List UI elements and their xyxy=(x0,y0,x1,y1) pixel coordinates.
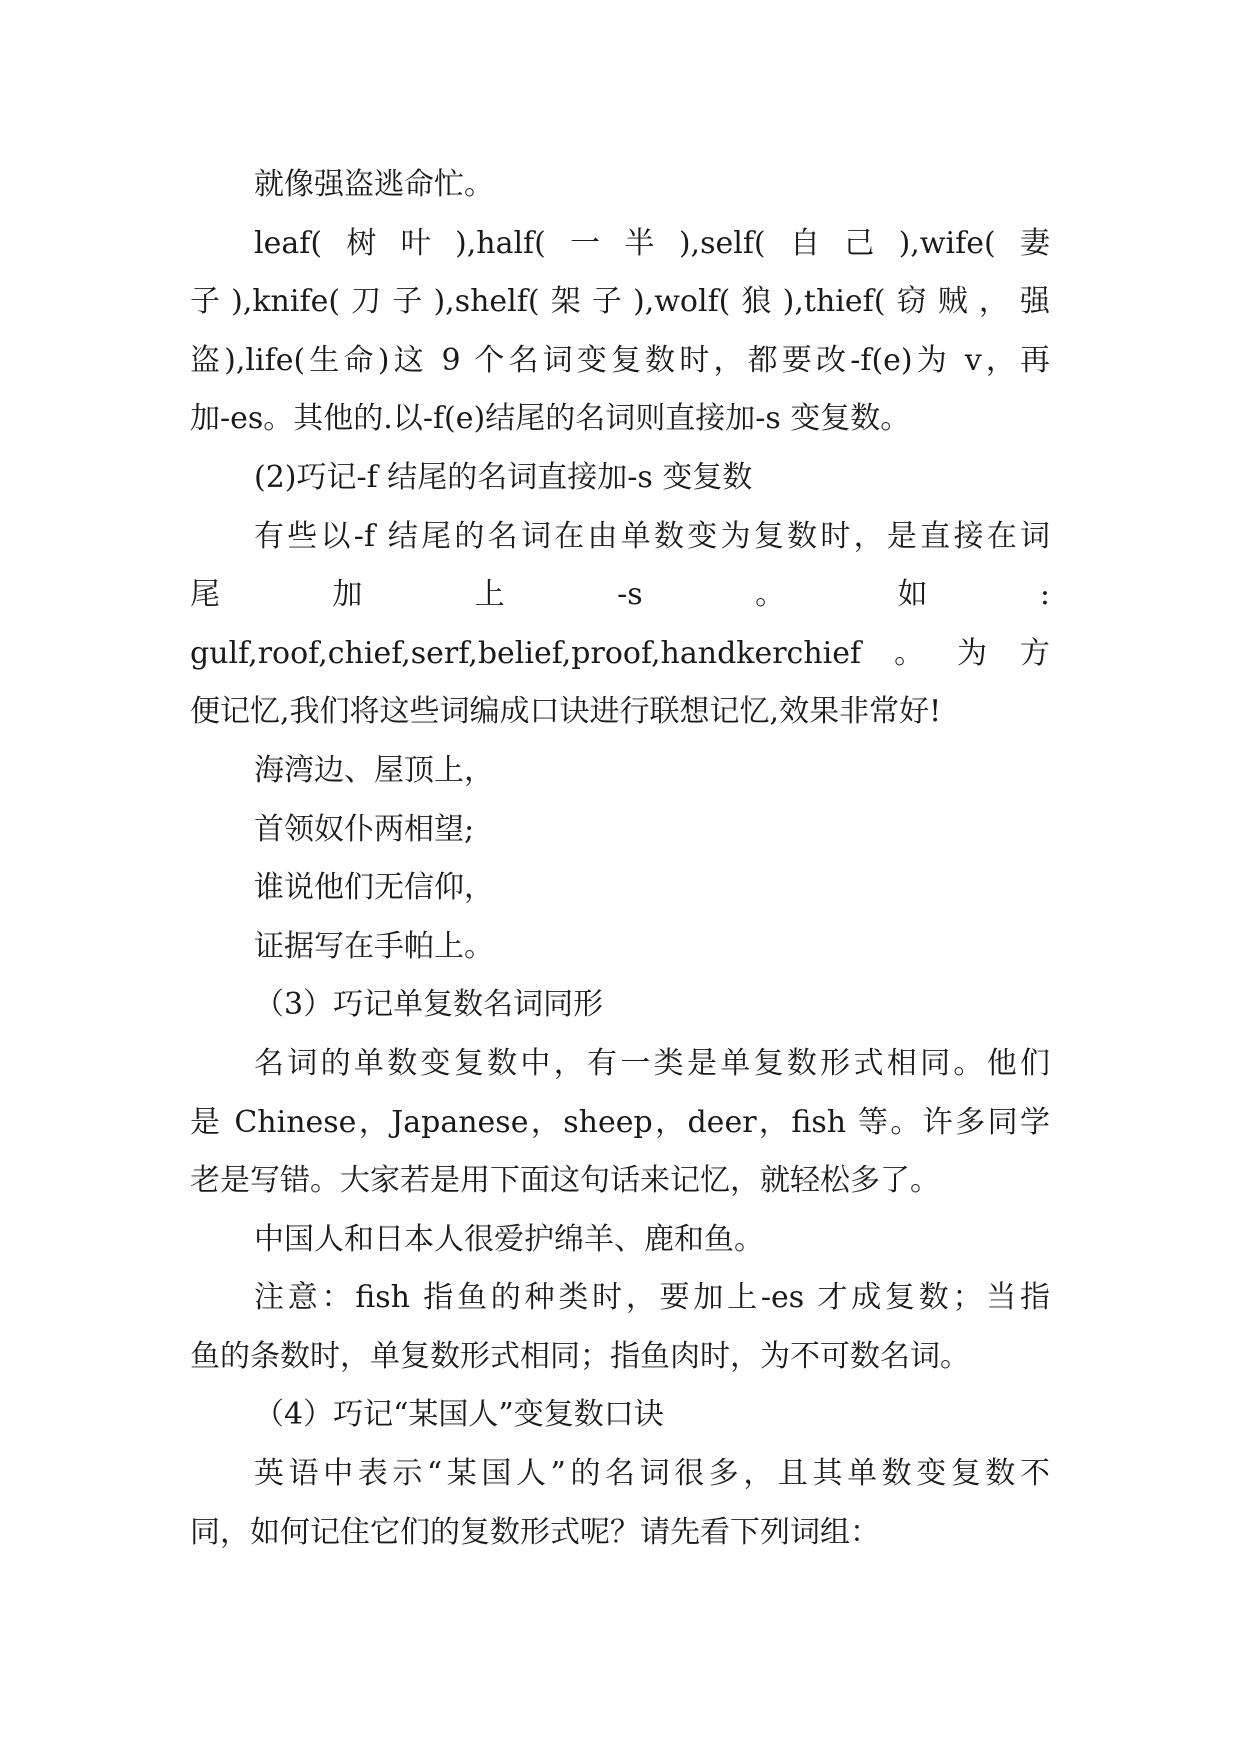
text-line-spread xyxy=(190,566,1050,625)
spread-char: 加 xyxy=(332,577,363,613)
text-line: 便记忆,我们将这些词编成口诀进行联想记忆,效果非常好! xyxy=(190,694,942,730)
text-line: 盗),life(生命)这 9 个名词变复数时，都要改-f(e)为 v，再 xyxy=(190,342,1050,378)
verse-line: 证据写在手帕上。 xyxy=(254,928,494,964)
section-heading: (2)巧记-f 结尾的名词直接加-s 变复数 xyxy=(254,459,753,495)
text-line: 英语中表示“某国人”的名词很多，且其单数变复数不 xyxy=(254,1456,1050,1492)
text-line: 中国人和日本人很爱护绵羊、鹿和鱼。 xyxy=(254,1221,764,1257)
document-body xyxy=(190,156,1050,1562)
spread-char: 上 xyxy=(474,577,505,613)
verse-line: 谁说他们无信仰， xyxy=(254,870,494,906)
verse-line: 海湾边、屋顶上， xyxy=(254,752,494,788)
section-heading: （4）巧记“某国人”变复数口诀 xyxy=(254,1397,664,1433)
text-line: 就像强盗逃命忙。 xyxy=(254,167,494,202)
text-line: gulf,roof,chief,serf,belief,proof,handkerchief。为方 xyxy=(190,635,1050,671)
spread-char: 。 xyxy=(755,577,786,613)
spread-char: -s xyxy=(617,577,643,613)
section-heading: （3）巧记单复数名词同形 xyxy=(254,987,604,1023)
spread-char: 如 xyxy=(897,577,928,613)
text-line: 同，如何记住它们的复数形式呢？请先看下列词组： xyxy=(190,1514,880,1550)
text-line: 子),knife(刀子),shelf(架子),wolf(狼),thief(窃贼，强 xyxy=(190,284,1050,320)
text-line: 鱼的条数时，单复数形式相同；指鱼肉时，为不可数名词。 xyxy=(190,1338,970,1374)
text-line: 加-es。其他的.以-f(e)结尾的名词则直接加-s 变复数。 xyxy=(190,401,911,437)
text-line: 老是写错。大家若是用下面这句话来记忆，就轻松多了。 xyxy=(190,1163,940,1199)
text-line: 注意：fish 指鱼的种类时，要加上-es 才成复数；当指 xyxy=(254,1280,1050,1316)
spread-char: : xyxy=(1039,577,1050,613)
spread-char: 尾 xyxy=(190,577,220,613)
text-line: 名词的单数变复数中，有一类是单复数形式相同。他们 xyxy=(254,1045,1050,1081)
text-line: leaf(树叶),half(一半),self(自己),wife(妻 xyxy=(254,225,1050,261)
verse-line: 首领奴仆两相望; xyxy=(254,811,475,847)
text-line: 有些以-f 结尾的名词在由单数变为复数时，是直接在词 xyxy=(254,518,1050,554)
text-line: 是 Chinese，Japanese，sheep，deer，fish 等。许多同学 xyxy=(190,1104,1050,1140)
